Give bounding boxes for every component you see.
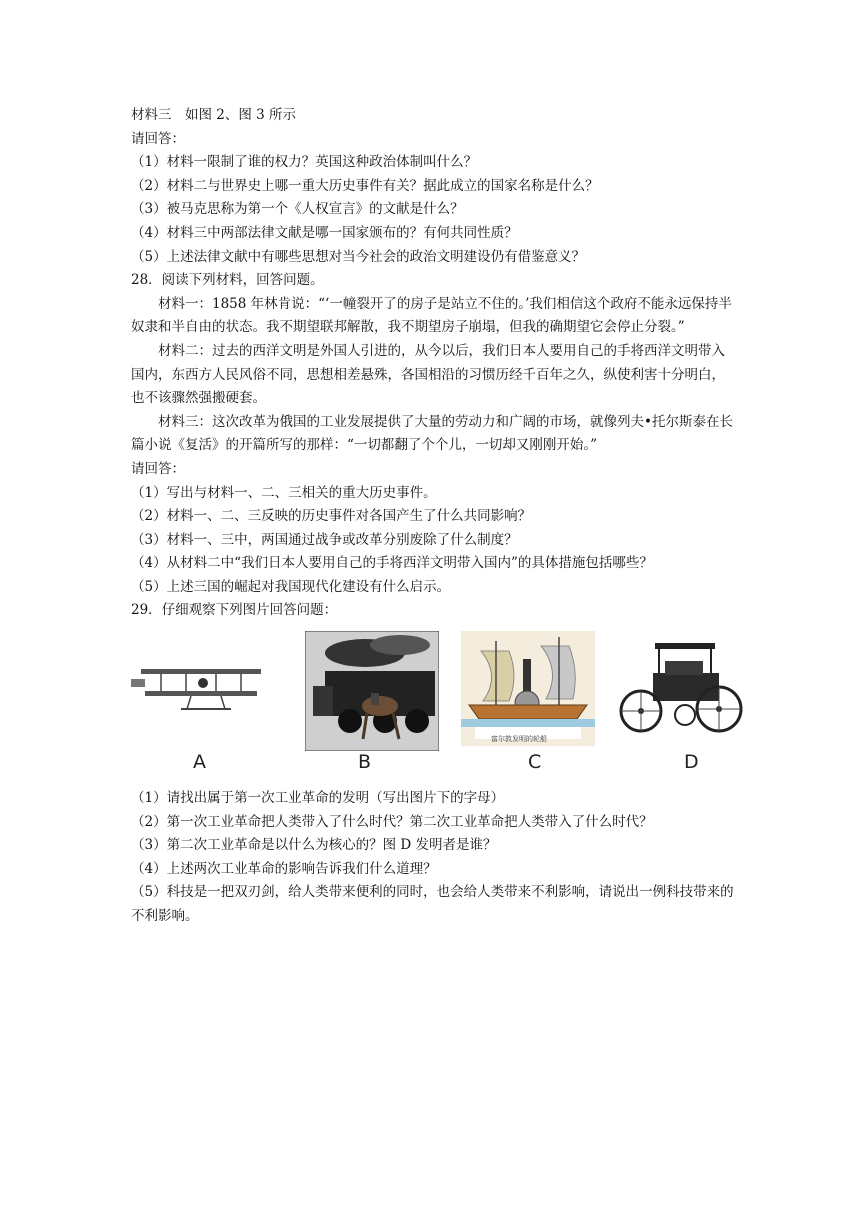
exam-page [131,104,735,929]
figure-d-label: D [684,751,699,774]
q29-question-3: （3）第二次工业革命是以什么为核心的？图 D 发明者是谁？ [131,837,497,854]
q28-material-2: 材料二：过去的西洋文明是外国人引进的，从今以后，我们日本人要用自己的手将西洋文明带入国内，东西方人民风俗不同，思想相差悬殊，各国相沿的习惯历经千百年之久，纵使利害十分明白，也不该骤然强搬硬套。 [131,342,725,407]
q28-material-3: 材料三：这次改革为俄国的工业发展提供了大量的劳动力和广阔的市场，就像列夫•托尔斯泰在长篇小说《复活》的开篇所写的那样：“一切都翻了个个儿，一切却又刚刚开始。” [131,413,733,454]
q27-question-5: （5）上述法律文献中有哪些思想对当今社会的政治文明建设仍有借鉴意义？ [131,248,586,265]
figure-b-label: B [358,751,372,774]
q27-question-1: （1）材料一限制了谁的权力？英国这种政治体制叫什么？ [131,154,478,171]
q28-question-5: （5）上述三国的崛起对我国现代化建设有什么启示。 [131,578,451,595]
figure-a-label: A [193,751,206,774]
q27-question-2: （2）材料二与世界史上哪一重大历史事件有关？据此成立的国家名称是什么？ [131,177,599,194]
q29-question-2: （2）第一次工业革命把人类带入了什么时代？第二次工业革命把人类带入了什么时代？ [131,813,653,830]
early-automobile-icon [615,633,745,743]
q29-figures [131,631,735,781]
biplane-icon [131,651,271,721]
q28-question-4: （4）从材料二中“我们日本人要用自己的手将西洋文明带入国内”的具体措施包括哪些？ [131,555,653,572]
q27-question-3: （3）被马克思称为第一个《人权宣言》的文献是什么？ [131,201,464,218]
q28-question-1: （1）写出与材料一、二、三相关的重大历史事件。 [131,484,437,501]
figure-b [305,631,439,751]
figure-c-label: C [528,751,542,774]
q29-question-4: （4）上述两次工业革命的影响告诉我们什么道理？ [131,860,437,877]
figure-a [131,651,271,721]
figure-d [615,633,745,743]
q28-material-1: 材料一：1858 年林肯说：“‘一幢裂开了的房子是站立不住的。’我们相信这个政府不能永远保持半奴隶和半自由的状态。我不期望联邦解散，我不期望房子崩塌，但我的确期望它会停止分裂。” [131,295,732,336]
figure-c [461,631,595,746]
q27-question-4: （4）材料三中两部法律文献是哪一国家颁布的？有何共同性质？ [131,224,518,241]
q28-prompt: 请回答： [131,460,185,477]
q29-question-1: （1）请找出属于第一次工业革命的发明（写出图片下的字母） [131,790,505,807]
q27-prompt: 请回答： [131,130,185,147]
q28-title: 28．阅读下列材料，回答问题。 [131,272,324,289]
q29-title: 29．仔细观察下列图片回答问题： [131,602,338,619]
material-three-intro: 材料三 如图 2、图 3 所示 [131,107,297,123]
q28-question-3: （3）材料一、三中，两国通过战争或改革分别废除了什么制度？ [131,531,518,548]
q29-question-5: （5）科技是一把双刃剑，给人类带来便利的同时，也会给人类带来不利影响，请说出一例科技带来的不利影响。 [131,884,734,925]
figure-c-caption: 富尔敦发明的轮船 [491,735,547,744]
steam-locomotive-icon [305,631,439,751]
q28-question-2: （2）材料一、二、三反映的历史事件对各国产生了什么共同影响？ [131,508,532,525]
